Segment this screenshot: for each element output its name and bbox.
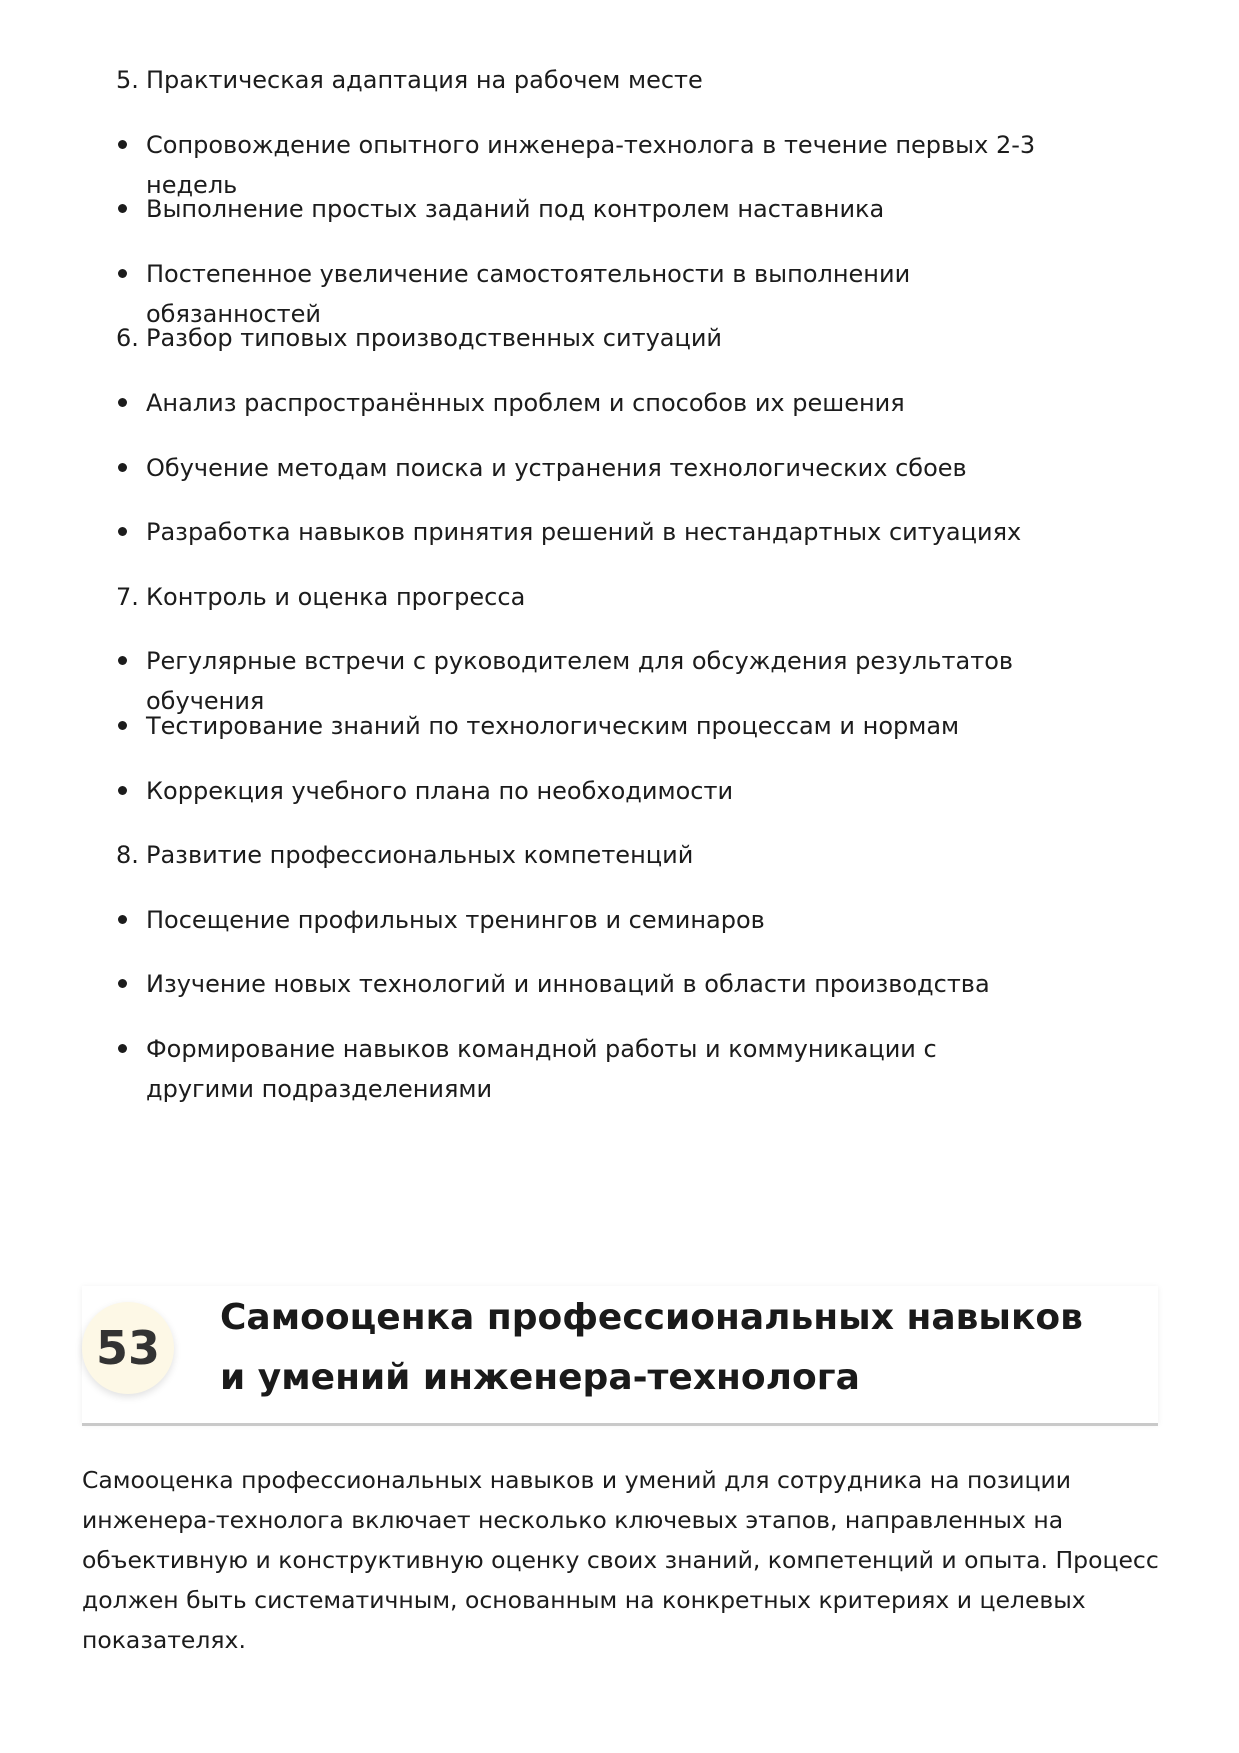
item-text: Посещение профильных тренингов и семинаров (146, 906, 765, 934)
item-text: Коррекция учебного плана по необходимости (146, 777, 734, 805)
item-text: Анализ распространённых проблем и способов их решения (146, 389, 905, 417)
item-text: Разбор типовых производственных ситуаций (146, 324, 723, 352)
section-number-badge: 53 (82, 1302, 174, 1394)
bullet-icon (118, 721, 127, 730)
section-title: Самооценка профессиональных навыков и умений инженера-технолога (220, 1297, 1083, 1398)
bullet-icon (118, 140, 127, 149)
item-text: Сопровождение опытного инженера-технолога в течение первых 2-3 недель (146, 131, 1036, 199)
bullet-icon (118, 398, 127, 407)
item-number: 5. (116, 66, 139, 94)
bullet-icon (118, 915, 127, 924)
item-text: Контроль и оценка прогресса (146, 583, 526, 611)
bullet-icon (118, 527, 127, 536)
bullet-icon (118, 786, 127, 795)
section-header (82, 1286, 1158, 1424)
item-text: Изучение новых технологий и инноваций в области производства (146, 970, 990, 998)
item-text: Обучение методам поиска и устранения технологических сбоев (146, 454, 967, 482)
bullet-icon (118, 1044, 127, 1053)
item-text: Тестирование знаний по технологическим процессам и нормам (146, 712, 960, 740)
item-text: Развитие профессиональных компетенций (146, 841, 694, 869)
item-text: Выполнение простых заданий под контролем наставника (146, 195, 885, 223)
section-divider (82, 1423, 1158, 1426)
intro-paragraph: Самооценка профессиональных навыков и умений для сотрудника на позиции инженера-технолога включает несколько ключевых этапов, направленных на объективную и конструктивную оценку своих знаний, компетенций и опыта. Процесс должен быть систематичным, основанным на конкретных критериях и целевых показателях. (82, 1466, 1159, 1654)
item-text: Разработка навыков принятия решений в нестандартных ситуациях (146, 518, 1022, 546)
bullet-icon (118, 656, 127, 665)
item-text: Формирование навыков командной работы и коммуникации с другими подразделениями (146, 1035, 937, 1103)
bullet-icon (118, 463, 127, 472)
item-text: Практическая адаптация на рабочем месте (146, 66, 703, 94)
bullet-icon (118, 979, 127, 988)
item-number: 6. (116, 324, 139, 352)
item-text: Регулярные встречи с руководителем для обсуждения результатов обучения (146, 647, 1014, 715)
bullet-icon (118, 204, 127, 213)
item-text: Постепенное увеличение самостоятельности в выполнении обязанностей (146, 260, 911, 328)
item-number: 7. (116, 583, 139, 611)
item-number: 8. (116, 841, 139, 869)
bullet-icon (118, 269, 127, 278)
